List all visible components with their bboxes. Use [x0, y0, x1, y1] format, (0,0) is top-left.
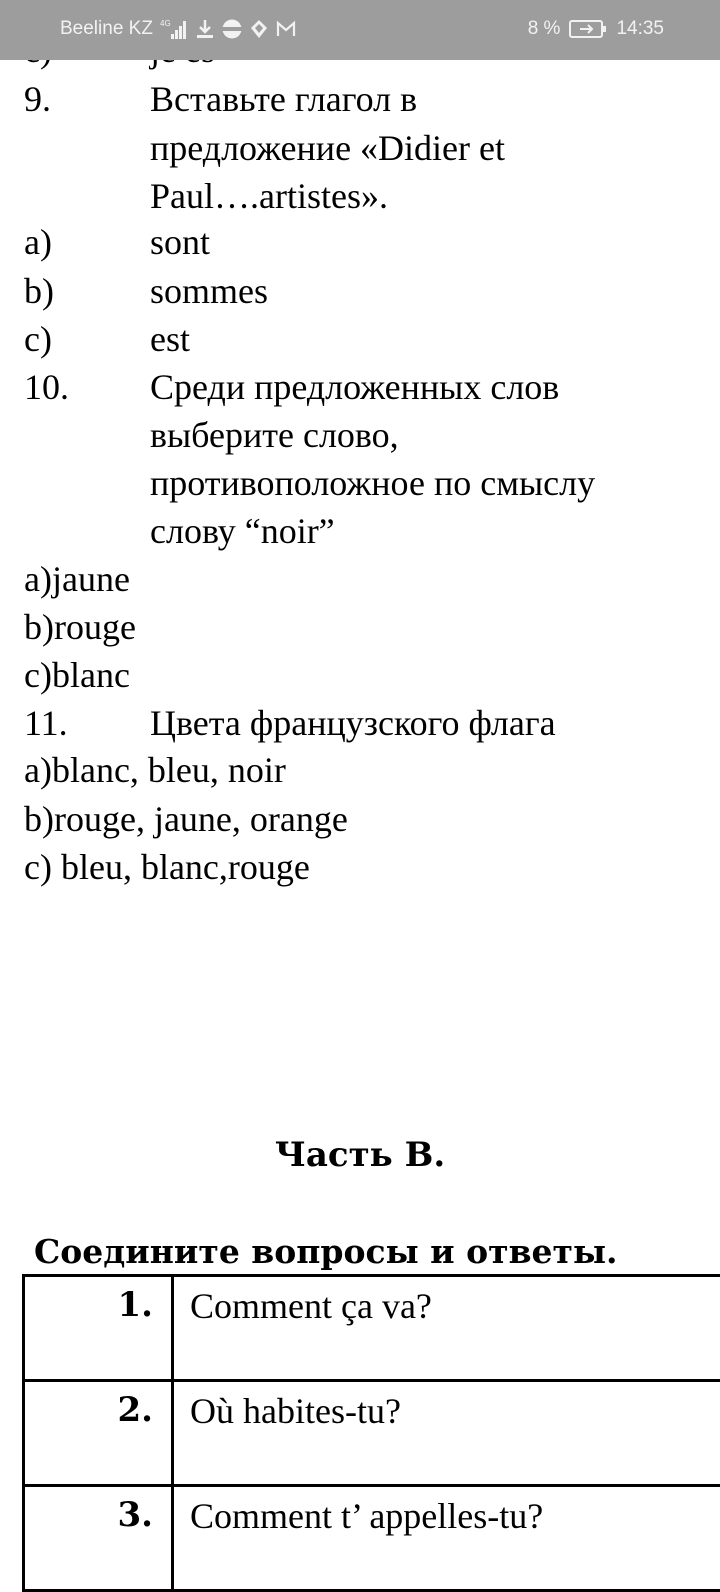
question-text: Вставьте глагол в — [150, 75, 417, 123]
option-text: b)rouge, jaune, orange — [24, 795, 348, 843]
option-label: c) — [24, 315, 52, 363]
question-number: 10. — [24, 363, 69, 411]
question-text: предложение «Didier et — [150, 124, 505, 172]
mail-icon — [275, 18, 297, 40]
row-question: Comment ça va? — [173, 1276, 720, 1381]
table-row — [24, 1486, 720, 1591]
option-label: b) — [24, 267, 54, 315]
battery-charging-icon — [568, 18, 608, 40]
option-text: a)blanc, bleu, noir — [24, 746, 286, 794]
option-text: est — [150, 315, 190, 363]
matching-table — [22, 1274, 720, 1592]
option-text: a)jaune — [24, 555, 130, 603]
part-b-title: Часть В. — [0, 1135, 720, 1175]
status-bar-right — [528, 18, 664, 40]
clock-time: 14:35 — [616, 18, 664, 40]
carrier-name: Beeline KZ — [60, 18, 153, 40]
question-text: Среди предложенных слов — [150, 363, 559, 411]
option-label: a) — [24, 218, 52, 266]
battery-percent: 8 % — [528, 18, 561, 40]
question-text: Paul….artistes». — [150, 172, 388, 220]
table-row — [24, 1276, 720, 1381]
network-type-label: 4G — [160, 19, 171, 28]
option-text: b)rouge — [24, 603, 136, 651]
question-text: слову “noir” — [150, 507, 335, 555]
row-number: 2. — [24, 1381, 173, 1486]
browser-icon — [221, 18, 243, 40]
row-question: Où habites-tu? — [173, 1381, 720, 1486]
signal-icon — [159, 18, 189, 40]
row-number: 3. — [24, 1486, 173, 1591]
part-b-instruction: Соедините вопросы и ответы. — [34, 1232, 618, 1271]
question-text: Цвета французского флага — [150, 699, 556, 747]
download-icon — [195, 18, 215, 40]
option-text: sommes — [150, 267, 268, 315]
question-number: 11. — [24, 699, 68, 747]
vpn-icon — [249, 18, 269, 40]
question-text: противоположное по смыслу — [150, 459, 595, 507]
status-bar — [0, 0, 720, 60]
option-text: sont — [150, 218, 210, 266]
table-row — [24, 1381, 720, 1486]
option-text: c) bleu, blanc,rouge — [24, 843, 310, 891]
row-question: Comment t’ appelles-tu? — [173, 1486, 720, 1591]
option-text: c)blanc — [24, 651, 130, 699]
question-text: выберите слово, — [150, 411, 399, 459]
question-number: 9. — [24, 75, 51, 123]
row-number: 1. — [24, 1276, 173, 1381]
status-bar-left — [60, 18, 297, 40]
